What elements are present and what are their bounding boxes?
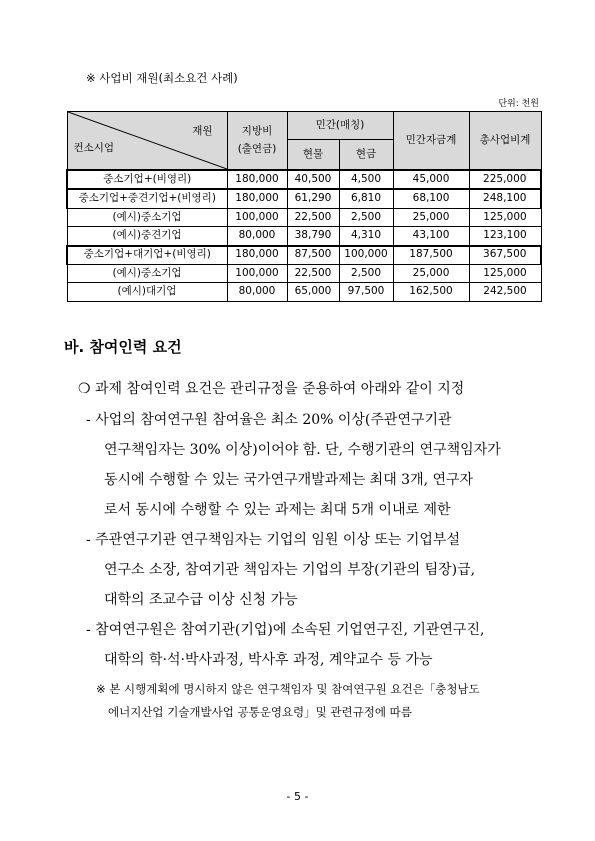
row-total: 125,000 <box>469 208 541 226</box>
row-cash: 2,500 <box>339 264 393 282</box>
row-cash: 4,500 <box>339 170 393 189</box>
row-in-kind: 22,500 <box>287 208 339 226</box>
body-line: 연구소 소장, 참여기관 책임자는 기업의 부장(기관의 팀장)급, <box>104 562 476 578</box>
table-row <box>67 246 541 265</box>
row-local: 100,000 <box>227 264 287 282</box>
header-grand-total: 총사업비계 <box>469 112 541 171</box>
row-in-kind: 87,500 <box>287 246 339 265</box>
row-private-total: 25,000 <box>393 264 469 282</box>
row-in-kind: 40,500 <box>287 170 339 189</box>
row-local: 100,000 <box>227 208 287 226</box>
body-line: - 참여연구원은 참여기관(기업)에 소속된 기업연구진, 기관연구진, <box>86 622 485 638</box>
table-row <box>67 170 541 189</box>
header-cash: 현금 <box>339 140 393 171</box>
header-local <box>227 112 287 171</box>
body-line: 연구책임자는 30% 이상)이어야 함. 단, 수행기관의 연구책임자가 <box>104 442 501 458</box>
note-line: ※ 본 시행계획에 명시하지 않은 연구책임자 및 참여연구원 요건은「충청남도 <box>96 682 480 696</box>
table-row <box>67 264 541 282</box>
table-row <box>67 189 541 208</box>
row-in-kind: 61,290 <box>287 189 339 208</box>
budget-table <box>66 111 542 302</box>
row-private-total: 25,000 <box>393 208 469 226</box>
table-row <box>67 283 541 301</box>
row-name: 중소기업+중견기업+(비영리) <box>67 189 227 208</box>
row-local: 180,000 <box>227 189 287 208</box>
header-local-line2: (출연금) <box>237 142 277 155</box>
row-name: 중소기업+(비영리) <box>67 170 227 189</box>
row-local: 80,000 <box>227 283 287 301</box>
body-line: ❍ 과제 참여인력 요건은 관리규정을 준용하여 아래와 같이 지정 <box>78 381 465 397</box>
section-title: 바. 참여인력 요건 <box>64 338 182 356</box>
row-private-total: 187,500 <box>393 246 469 265</box>
row-private-total: 68,100 <box>393 189 469 208</box>
body-line: 로서 동시에 수행할 수 있는 과제는 최대 5개 이내로 제한 <box>104 502 451 518</box>
table-row <box>67 208 541 226</box>
row-cash: 2,500 <box>339 208 393 226</box>
row-in-kind: 38,790 <box>287 227 339 246</box>
header-consortium-label: 컨소시엄 <box>73 142 115 155</box>
row-name: 중소기업+대기업+(비영리) <box>67 246 227 265</box>
row-local: 180,000 <box>227 246 287 265</box>
body-line: 대학의 학·석·박사과정, 박사후 과정, 계약교수 등 가능 <box>104 652 433 668</box>
header-in-kind: 현물 <box>287 140 339 171</box>
page-number: - 5 - <box>286 790 309 803</box>
header-private-total: 민간자금계 <box>393 112 469 171</box>
table-row <box>67 227 541 246</box>
row-total: 225,000 <box>469 170 541 189</box>
row-name: (예시)중소기업 <box>67 208 227 226</box>
unit-label: 단위: 천원 <box>498 99 539 109</box>
header-corner-cell <box>67 112 227 171</box>
table-caption: ※ 사업비 재원(최소요건 사례) <box>86 71 238 85</box>
row-cash: 97,500 <box>339 283 393 301</box>
body-line: - 사업의 참여연구원 참여율은 최소 20% 이상(주관연구기관 <box>86 412 452 428</box>
row-private-total: 162,500 <box>393 283 469 301</box>
row-private-total: 43,100 <box>393 227 469 246</box>
header-private: 민간(매칭) <box>287 112 393 140</box>
note-line: 에너지산업 기술개발사업 공통운영요령」및 관련규정에 따름 <box>108 705 412 719</box>
row-total: 367,500 <box>469 246 541 265</box>
row-cash: 6,810 <box>339 189 393 208</box>
body-line: 동시에 수행할 수 있는 국가연구개발과제는 최대 3개, 연구자 <box>104 472 474 488</box>
row-total: 125,000 <box>469 264 541 282</box>
row-total: 242,500 <box>469 283 541 301</box>
row-cash: 4,310 <box>339 227 393 246</box>
row-private-total: 45,000 <box>393 170 469 189</box>
body-line: 대학의 조교수급 이상 신청 가능 <box>104 592 298 608</box>
row-local: 80,000 <box>227 227 287 246</box>
row-in-kind: 22,500 <box>287 264 339 282</box>
header-source-label: 재원 <box>192 125 213 137</box>
row-name: (예시)대기업 <box>67 283 227 301</box>
body-line: - 주관연구기관 연구책임자는 기업의 임원 이상 또는 기업부설 <box>86 532 460 548</box>
header-local-line1: 지방비 <box>241 124 273 137</box>
row-in-kind: 65,000 <box>287 283 339 301</box>
row-total: 248,100 <box>469 189 541 208</box>
row-local: 180,000 <box>227 170 287 189</box>
row-name: (예시)중견기업 <box>67 227 227 246</box>
row-total: 123,100 <box>469 227 541 246</box>
row-cash: 100,000 <box>339 246 393 265</box>
row-name: (예시)중소기업 <box>67 264 227 282</box>
